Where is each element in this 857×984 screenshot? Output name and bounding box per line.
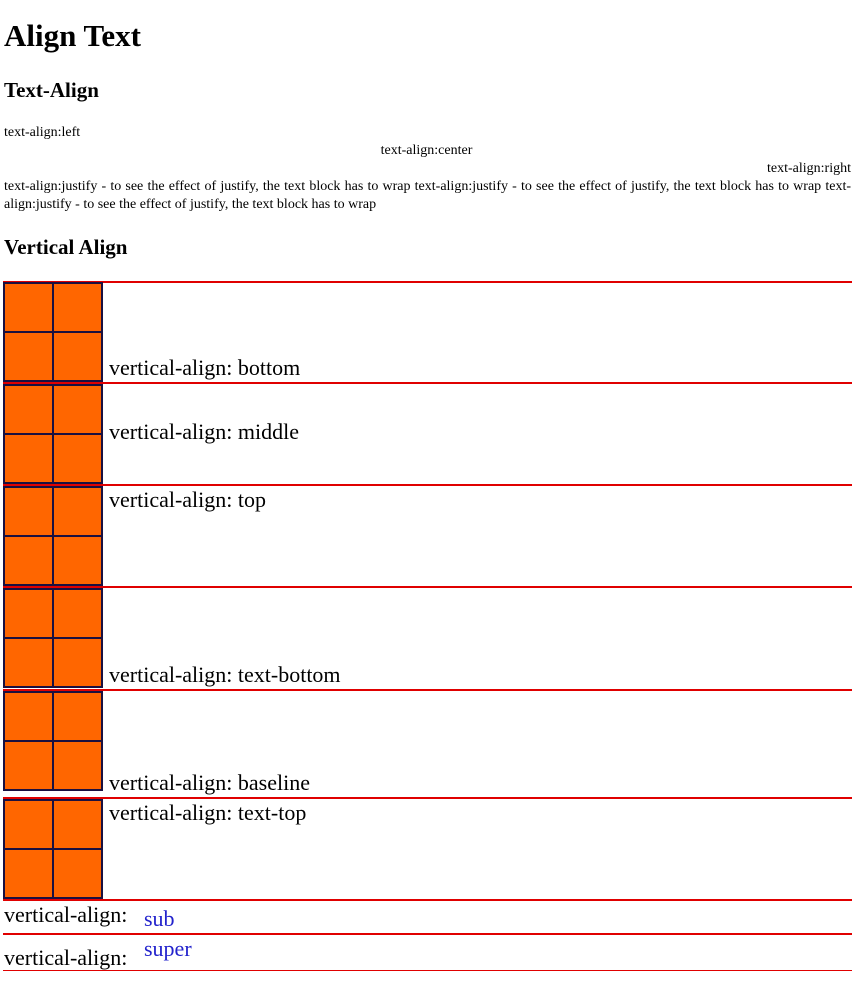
vertical-align-super-prefix: vertical-align:	[4, 945, 128, 970]
orange-grid-image	[3, 282, 103, 382]
vertical-align-top-label: vertical-align: top	[109, 487, 266, 512]
grid-cell	[54, 801, 101, 848]
page-title: Align Text	[4, 18, 141, 53]
grid-cell	[5, 284, 52, 331]
vertical-align-bottom-label: vertical-align: bottom	[109, 355, 301, 380]
vertical-align-baseline-label: vertical-align: baseline	[109, 770, 310, 795]
grid-cell	[5, 386, 52, 433]
text-align-center-line: text-align:center	[380, 143, 473, 158]
grid-cell	[54, 386, 101, 433]
grid-cell	[5, 693, 52, 740]
vertical-align-text-bottom-label: vertical-align: text-bottom	[109, 662, 341, 687]
row-divider	[3, 689, 852, 691]
text-align-left-line: text-align:left	[4, 125, 81, 140]
grid-cell	[5, 742, 52, 789]
grid-cell	[5, 850, 52, 897]
grid-cell	[54, 284, 101, 331]
vertical-align-text-top-label: vertical-align: text-top	[109, 800, 307, 825]
grid-cell	[5, 801, 52, 848]
grid-cell	[54, 850, 101, 897]
grid-cell	[54, 488, 101, 535]
grid-cell	[54, 333, 101, 380]
text-align-justify-paragraph: text-align:justify - to see the effect of justify, the text block has to wrap text-align:justify - to see the effect of justify, the text block has to wrap text-align:justify - to see the effect of justify, the text block has to wrap	[4, 179, 851, 212]
orange-grid-image	[3, 799, 103, 899]
vertical-align-middle-label: vertical-align: middle	[109, 419, 299, 444]
vertical-align-sub-value: sub	[144, 906, 175, 931]
text-align-heading: Text-Align	[4, 78, 99, 102]
orange-grid-image	[3, 588, 103, 688]
row-divider	[3, 899, 852, 901]
grid-cell	[54, 639, 101, 686]
grid-cell	[5, 488, 52, 535]
orange-grid-image	[3, 486, 103, 586]
grid-cell	[54, 742, 101, 789]
grid-cell	[54, 590, 101, 637]
vertical-align-heading: Vertical Align	[4, 235, 128, 259]
grid-cell	[54, 693, 101, 740]
orange-grid-image	[3, 691, 103, 791]
vertical-align-sub-prefix: vertical-align:	[4, 902, 128, 927]
text-align-right-line: text-align:right	[767, 161, 851, 176]
grid-cell	[5, 590, 52, 637]
grid-cell	[5, 435, 52, 482]
grid-cell	[5, 333, 52, 380]
vertical-align-super-value: super	[144, 936, 192, 961]
row-divider	[3, 797, 852, 799]
row-divider	[3, 281, 852, 283]
grid-cell	[5, 537, 52, 584]
row-divider	[3, 382, 852, 384]
grid-cell	[54, 435, 101, 482]
row-divider	[3, 586, 852, 588]
row-divider	[3, 484, 852, 486]
grid-cell	[5, 639, 52, 686]
row-divider	[3, 970, 852, 971]
row-divider	[3, 933, 852, 935]
grid-cell	[54, 537, 101, 584]
orange-grid-image	[3, 384, 103, 484]
